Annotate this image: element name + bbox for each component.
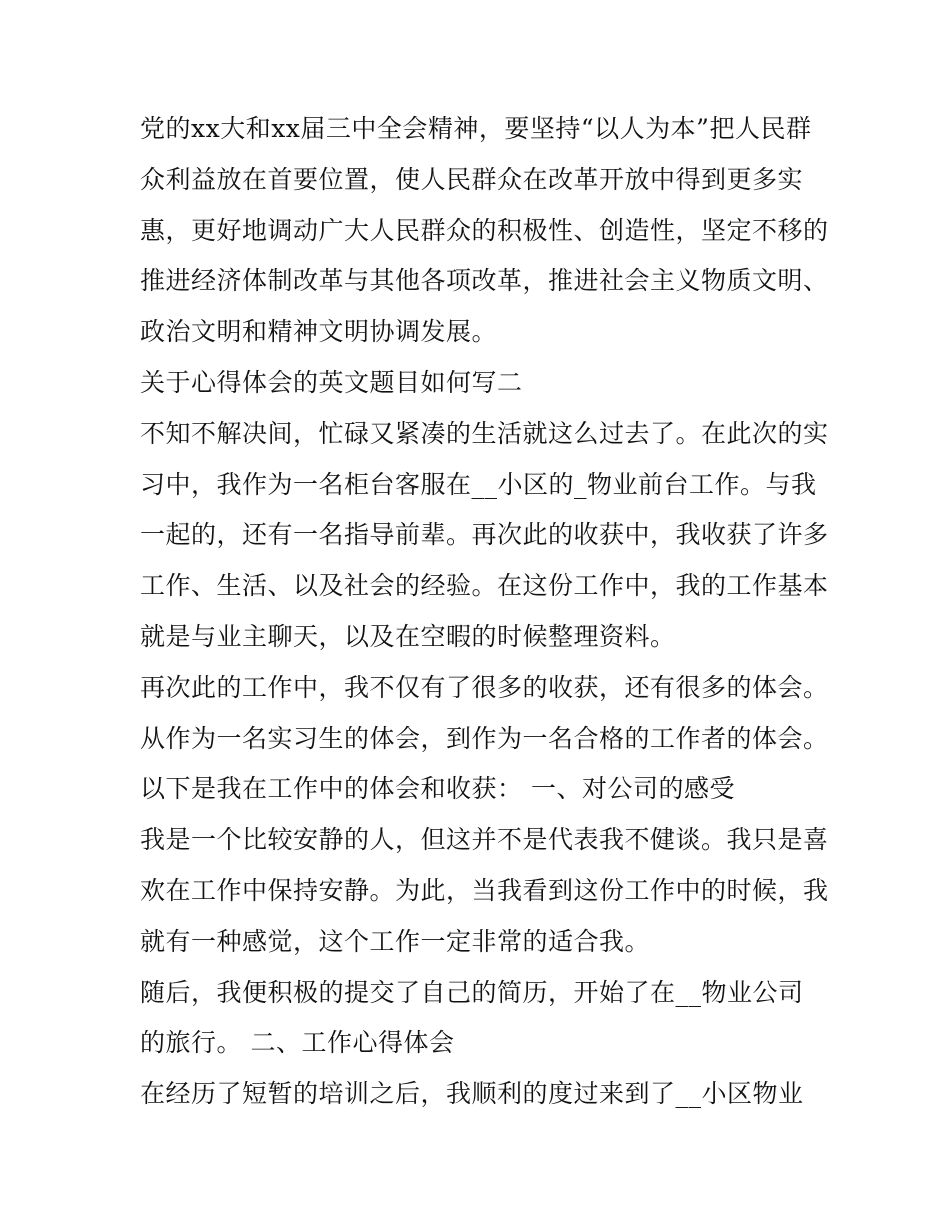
- paragraph-line: 欢在工作中保持安静。为此，当我看到这份工作中的时候，我: [140, 875, 829, 905]
- paragraph-line: 不知不解决间，忙碌又紧凑的生活就这么过去了。在此次的实: [140, 418, 829, 448]
- paragraph-line: 从作为一名实习生的体会，到作为一名合格的工作者的体会。: [140, 723, 829, 753]
- paragraph-line: 就是与业主聊天，以及在空暇的时候整理资料。: [140, 621, 676, 651]
- paragraph-line: 工作、生活、以及社会的经验。在这份工作中，我的工作基本: [140, 571, 829, 601]
- paragraph-line: 随后，我便积极的提交了自己的简历，开始了在__物业公司: [140, 977, 804, 1007]
- document-body: [140, 104, 829, 1120]
- paragraph-line: 就有一种感觉，这个工作一定非常的适合我。: [140, 926, 651, 956]
- paragraph-line: 惠，更好地调动广大人民群众的积极性、创造性，坚定不移的: [140, 215, 829, 245]
- paragraph-line: 再次此的工作中，我不仅有了很多的收获，还有很多的体会。: [140, 672, 829, 702]
- paragraph-line: 一起的，还有一名指导前辈。再次此的收获中，我收获了许多: [140, 520, 829, 550]
- paragraph-line: 推进经济体制改革与其他各项改革，推进社会主义物质文明、: [140, 266, 829, 296]
- paragraph-line: 众利益放在首要位置，使人民群众在改革开放中得到更多实: [140, 164, 804, 194]
- paragraph-line: 习中，我作为一名柜台客服在__小区的_物业前台工作。与我: [140, 469, 817, 499]
- paragraph-line: 我是一个比较安静的人，但这并不是代表我不健谈。我只是喜: [140, 825, 829, 855]
- paragraph-line: 在经历了短暂的培训之后，我顺利的度过来到了__小区物业: [140, 1079, 804, 1109]
- section-heading: 关于心得体会的英文题目如何写二: [140, 367, 523, 397]
- paragraph-line: 党的xx大和xx届三中全会精神，要坚持“以人为本”把人民群: [140, 114, 812, 143]
- paragraph-line: 的旅行。 二、工作心得体会: [140, 1028, 455, 1058]
- paragraph-line: 政治文明和精神文明协调发展。: [140, 317, 498, 347]
- paragraph-line: 以下是我在工作中的体会和收获： 一、对公司的感受: [140, 774, 735, 804]
